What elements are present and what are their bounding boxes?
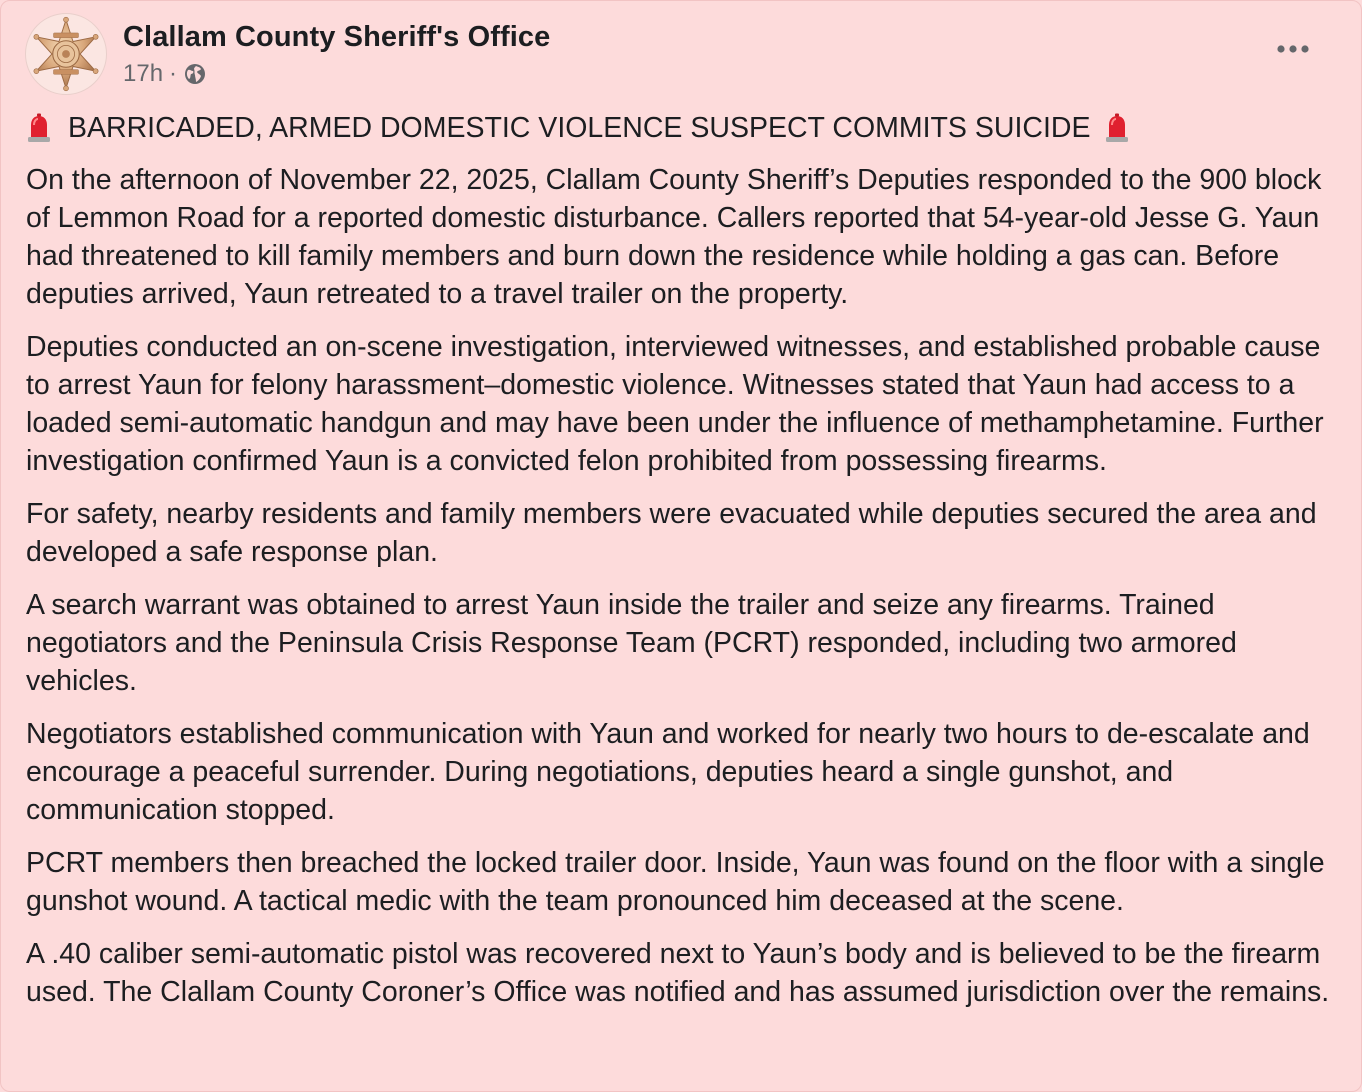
post-timestamp[interactable]: 17h bbox=[123, 60, 164, 87]
post-body bbox=[26, 109, 1346, 1026]
paragraph: For safety, nearby residents and family members were evacuated while deputies secured the area and developed a safe response plan. bbox=[26, 498, 1317, 568]
post-header bbox=[25, 13, 550, 95]
avatar[interactable] bbox=[25, 13, 107, 95]
page-name[interactable]: Clallam County Sheriff's Office bbox=[123, 21, 551, 53]
paragraph: A search warrant was obtained to arrest Yaun inside the trailer and seize any firearms. Trained negotiators and the Peninsula Crisis Response Team (PCRT) responded, including two armored vehicles. bbox=[26, 589, 1237, 697]
paragraph: A .40 caliber semi-automatic pistol was recovered next to Yaun’s body and is believed to be the firearm used. The Clallam County Coroner’s Office was notified and has assumed jurisdiction over the remains. bbox=[26, 938, 1330, 1008]
paragraph: Negotiators established communication with Yaun and worked for nearly two hours to de-escalate and encourage a peaceful surrender. During negotiations, deputies heard a single gunshot, and communication stopped. bbox=[26, 718, 1310, 826]
paragraph: On the afternoon of November 22, 2025, Clallam County Sheriff’s Deputies responded to the 900 block of Lemmon Road for a reported domestic disturbance. Callers reported that 54-year-old Jesse G. Yaun had threatened to kill family members and burn down the residence while holding a gas can. Before deputies arrived, Yaun retreated to a travel trailer on the property. bbox=[26, 164, 1322, 310]
paragraph: PCRT members then breached the locked trailer door. Inside, Yaun was found on the floor with a single gunshot wound. A tactical medic with the team pronounced him deceased at the scene. bbox=[26, 847, 1325, 917]
more-options-button[interactable] bbox=[1273, 31, 1313, 67]
headline-text: BARRICADED, ARMED DOMESTIC VIOLENCE SUSPECT COMMITS SUICIDE bbox=[68, 112, 1091, 144]
more-options-icon bbox=[1276, 44, 1310, 54]
post-subline bbox=[123, 60, 550, 88]
paragraph: Deputies conducted an on-scene investigation, interviewed witnesses, and established probable cause to arrest Yaun for felony harassment–domestic violence. Witnesses stated that Yaun had access to a loaded semi-automatic handgun and may have been under the influence of methamphetamine. Further investigation confirmed Yaun is a convicted felon prohibited from possessing firearms. bbox=[26, 331, 1324, 477]
post-meta bbox=[123, 20, 550, 88]
sheriff-star-badge-icon bbox=[27, 15, 105, 93]
separator-dot: · bbox=[169, 60, 178, 87]
globe-icon[interactable] bbox=[183, 62, 207, 86]
police-siren-emoji bbox=[1104, 113, 1130, 143]
post-headline bbox=[26, 109, 1346, 147]
police-siren-emoji bbox=[26, 113, 52, 143]
